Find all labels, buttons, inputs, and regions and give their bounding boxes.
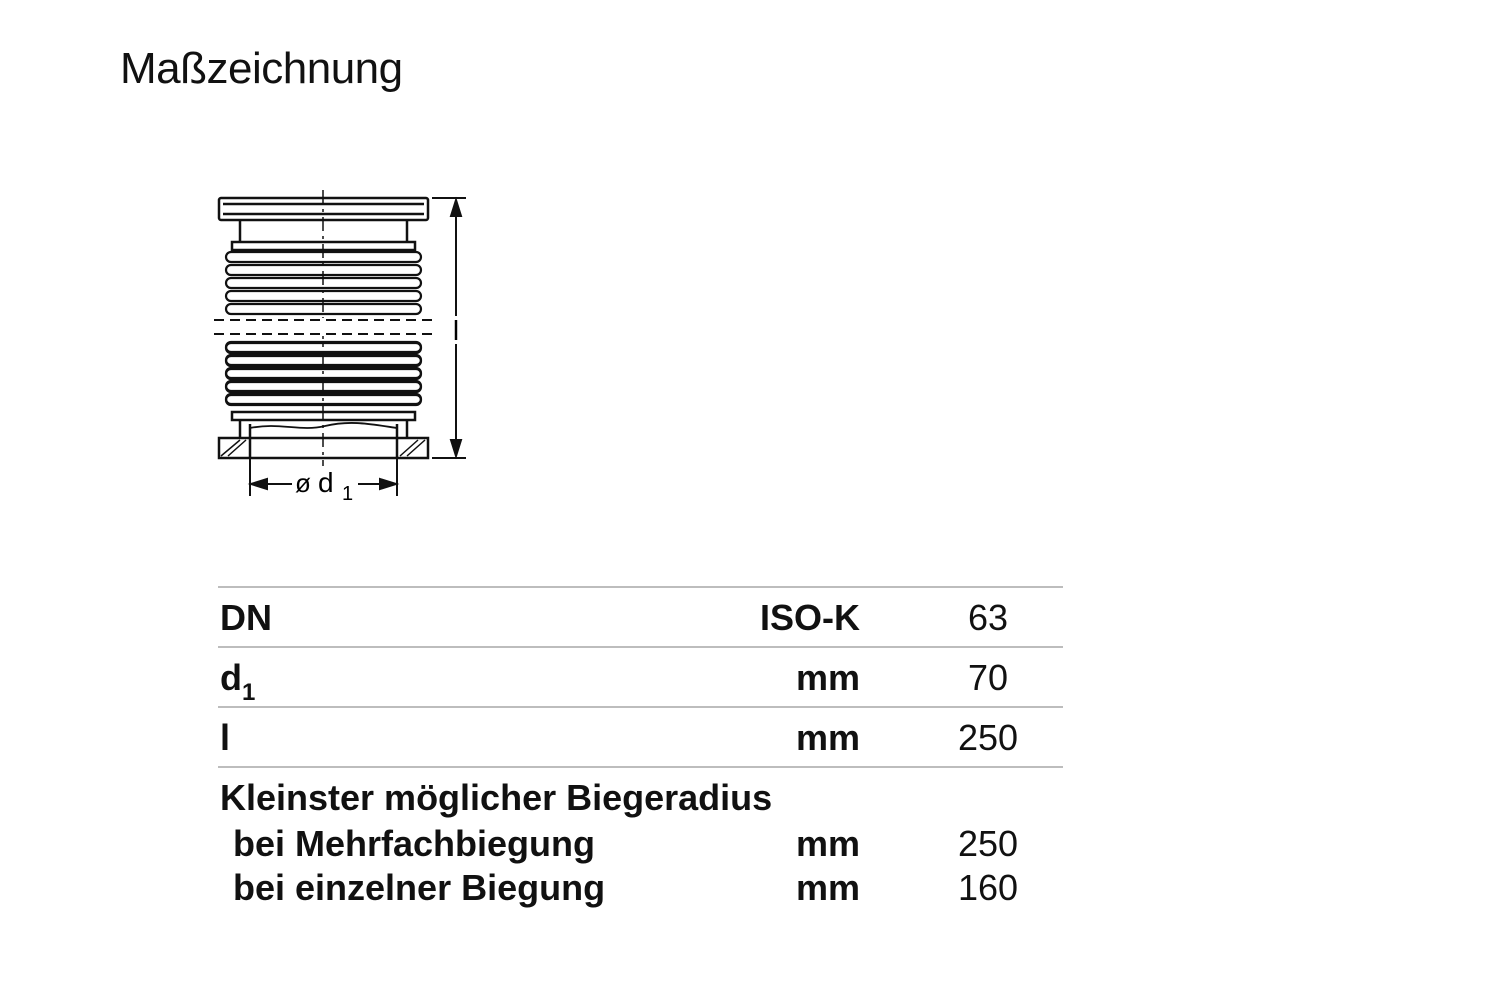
- row-unit: mm: [795, 657, 860, 698]
- bend-radius-item-unit: mm: [795, 867, 860, 908]
- row-label: l: [220, 717, 231, 758]
- table-row: [218, 706, 1063, 766]
- table-row: [218, 646, 1063, 706]
- bend-radius-item-value: 160: [957, 867, 1019, 908]
- row-value: 63: [967, 597, 1009, 638]
- bellows-dimension-drawing: [200, 180, 500, 520]
- bend-radius-item-label: bei Mehrfachbiegung: [233, 823, 596, 864]
- bend-radius-item-unit: mm: [795, 823, 860, 864]
- bend-radius-item-label: bei einzelner Biegung: [233, 867, 606, 908]
- diameter-symbol: ø: [295, 468, 311, 498]
- diameter-index: 1: [342, 483, 354, 505]
- table-row: [218, 586, 1063, 646]
- row-label: DN: [220, 597, 272, 638]
- spec-table: [218, 586, 1063, 918]
- row-unit: ISO-K: [759, 597, 860, 638]
- length-dimension: [432, 198, 466, 458]
- diameter-letter: d: [318, 467, 334, 498]
- bend-radius-block: [218, 766, 1063, 918]
- row-unit: mm: [795, 717, 860, 758]
- length-label: l: [452, 315, 460, 346]
- row-value: 70: [967, 657, 1009, 698]
- bend-radius-item-value: 250: [957, 823, 1019, 864]
- bend-radius-heading: Kleinster möglicher Biegeradius: [220, 777, 773, 818]
- row-value: 250: [957, 717, 1019, 758]
- row-label: $d_1$: [220, 657, 256, 706]
- page-title: Maßzeichnung: [120, 44, 403, 93]
